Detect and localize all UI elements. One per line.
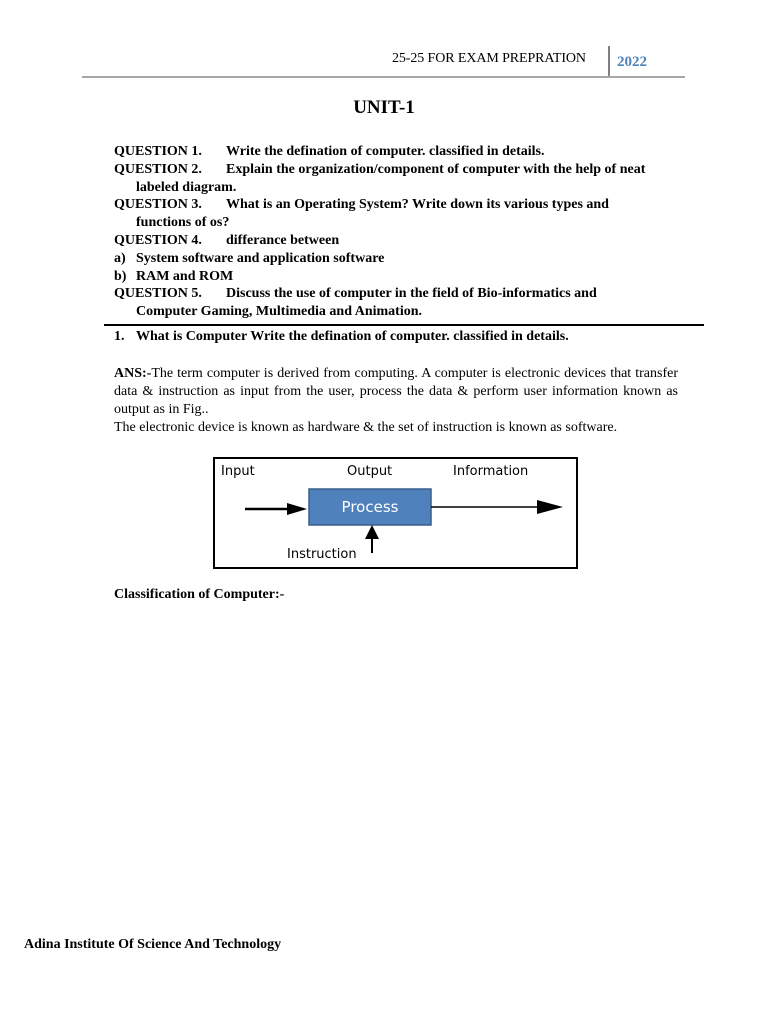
question-5-continuation: Computer Gaming, Multimedia and Animation.: [136, 304, 422, 320]
answer-paragraph-2: The electronic device is known as hardware & the set of instruction is known as software.: [114, 420, 618, 435]
footer-institute: Adina Institute Of Science And Technology: [24, 937, 282, 952]
sub-item-text: RAM and ROM: [136, 268, 234, 284]
question-4: [114, 232, 694, 250]
section-rule: [104, 324, 704, 326]
process-label: Process: [341, 498, 399, 516]
question-label: QUESTION 1.: [114, 144, 202, 159]
diagram-input-label: Input: [221, 464, 255, 479]
question-text: Discuss the use of computer in the field of Bio-informatics and: [226, 286, 597, 302]
diagram-output-label: Output: [347, 464, 393, 479]
answer-label: ANS:-: [114, 366, 152, 381]
sub-item-b: [114, 268, 694, 286]
sub-item-text: System software and application software: [136, 250, 385, 266]
answer-paragraph-1: [114, 365, 678, 419]
question-list: [114, 143, 694, 321]
question-2: [114, 161, 694, 179]
question-text: differance between: [226, 232, 340, 248]
question-label: QUESTION 5.: [114, 286, 202, 302]
sub-item-label: a): [114, 250, 126, 266]
header-year: 2022: [617, 54, 647, 70]
section-heading-text: What is Computer Write the defination of computer. classified in details.: [136, 329, 569, 344]
answer-text: The term computer is derived from computing. A computer is electronic devices that transfer data & instruction as input from the user, process the data & perform user information known as output as in Fig..: [114, 366, 678, 417]
sub-item-a: [114, 250, 694, 268]
question-3-continuation: functions of os?: [136, 215, 230, 231]
header-divider: [608, 46, 610, 78]
unit-title: UNIT-1: [353, 97, 415, 118]
question-label: QUESTION 4.: [114, 232, 202, 248]
question-label: QUESTION 2.: [114, 161, 202, 177]
diagram-svg: [215, 459, 576, 567]
question-1: [114, 143, 694, 161]
sub-item-label: b): [114, 268, 127, 284]
diagram-instruction-label: Instruction: [287, 547, 357, 562]
question-5: [114, 285, 694, 303]
section-number: 1.: [114, 329, 125, 344]
header-rule: [82, 76, 685, 78]
classification-heading: Classification of Computer:-: [114, 587, 285, 602]
question-text: Write the defination of computer. classified in details.: [226, 144, 545, 159]
input-arrow-head: [287, 503, 307, 515]
question-label: QUESTION 3.: [114, 197, 202, 213]
question-3: [114, 196, 694, 214]
question-text: Explain the organization/component of computer with the help of neat: [226, 161, 646, 177]
question-text: What is an Operating System? Write down its various types and: [226, 197, 609, 213]
diagram-information-label: Information: [453, 464, 529, 479]
instruction-arrow-head: [365, 525, 379, 539]
section-heading: [114, 329, 569, 345]
output-arrow-head: [537, 500, 563, 514]
question-2-continuation: labeled diagram.: [136, 179, 237, 195]
answer-block: [114, 365, 678, 437]
computer-process-diagram: [213, 457, 578, 569]
header-title: 25-25 FOR EXAM PREPRATION: [392, 51, 586, 66]
